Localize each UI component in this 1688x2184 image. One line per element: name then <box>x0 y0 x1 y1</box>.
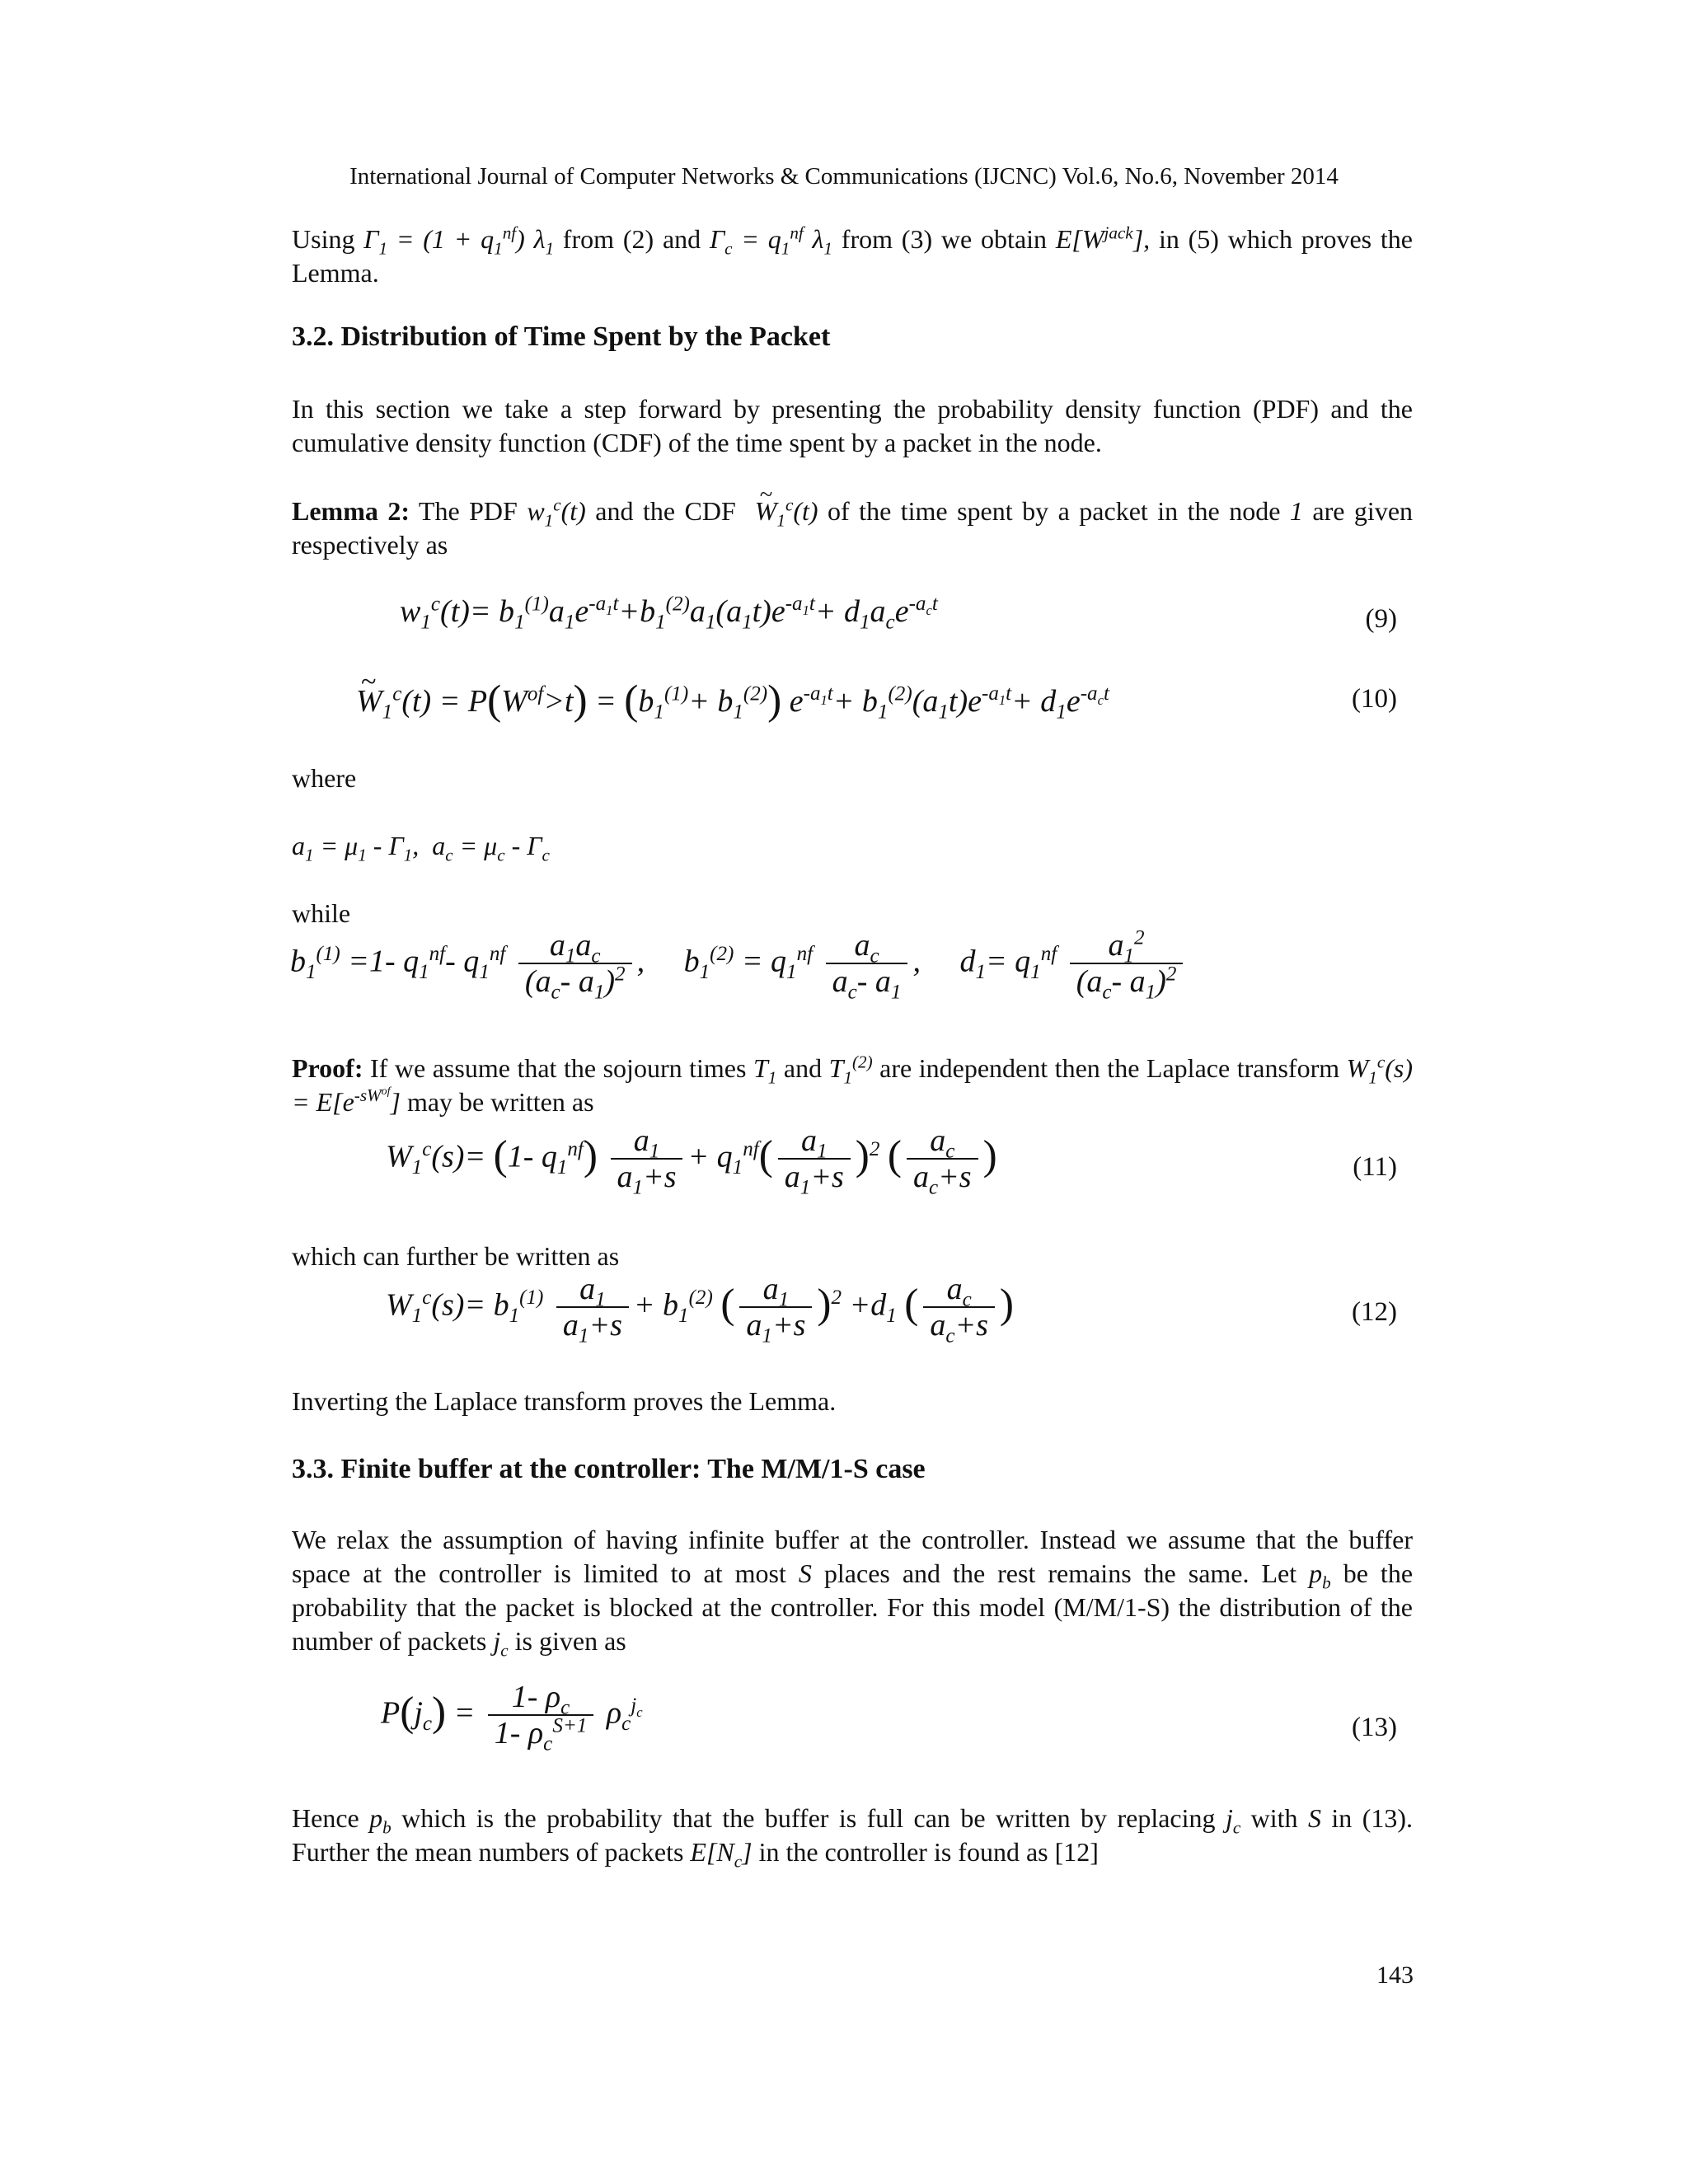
equation-number-13: (13) <box>1352 1713 1397 1742</box>
equation-11: $W_1^c(s)= (1-$ $q_1^{nf}$) $\frac{a_1}{a_1+s}$ + $q_1^{nf}$( $\frac{a_1}{a_1+s}$ )$^2$ ( $\frac{a_c}{a_c+s}$ ) <box>386 1123 997 1199</box>
equation-number-12: (12) <box>1352 1297 1397 1327</box>
section-heading-3-2: 3.2. Distribution of Time Spent by the Packet <box>292 321 831 352</box>
section-3-3-text: We relax the assumption of having infinite buffer at the controller. Instead we assume that the buffer space at the controller is limited to at most S places and the rest remains the same. Let $p_b$ be the probability that the packet is blocked at the controller. For this model (M/M/1-S) the distribution of the number of packets $j_c$ is given as <box>292 1525 1414 1661</box>
lemma-2-statement: Lemma 2: The PDF $w_1^c(t)$ and the CDF ~ $W_1^c(t)$ of the time spent by a packet in the node 1 are given respectively as <box>292 494 1413 562</box>
equation-number-9: (9) <box>1365 604 1397 634</box>
equation-10: ~ $W_1^c(t) = P(W^{of}>t) = (b_1^{(1)}+ b_1^{(2)})$ $e^{-a_1t}+ b_1^{(2)}(a_1t)e^{-a_1t}+ d_1e^{-a_ct}$ <box>356 676 1109 724</box>
where-label: where <box>292 763 357 793</box>
equation-9: $w_1^c(t)= b_1^{(1)}a_1e^{-a_1t}+b_1^{(2)}a_1(a_1t)e^{-a_1t}+ d_1a_ce^{-a_ct}$ <box>400 593 938 634</box>
a-definitions: $a_1 = \mu_1 - \Gamma_1$, $a_c = \mu_c - \Gamma_c$ <box>292 831 550 865</box>
section-3-2-text: In this section we take a step forward by presenting the probability density function (PDF) and the cumulative density function (CDF) of the time spent by a packet in the node. <box>292 394 1413 457</box>
inverting-text: Inverting the Laplace transform proves the Lemma. <box>292 1386 837 1416</box>
equation-13: $P(j_c)$ = $\frac{1- \rho_c}{1- \rho_c^{S+1}}$ $\rho_c^{j_c}$ <box>381 1680 643 1755</box>
while-label: while <box>292 898 351 928</box>
equation-number-10: (10) <box>1352 684 1397 714</box>
closing-paragraph: Hence $p_b$ which is the probability that the buffer is full can be written by replacing $j_c$ with S in (13). Further the mean numbers of packets $E[N_c]$ in the controller is found as [12] <box>292 1803 1414 1872</box>
equation-12: $W_1^c(s)= b_1^{(1)}$ $\frac{a_1}{a_1+s}$ + $b_1^{(2)}$ ( $\frac{a_1}{a_1+s}$ )$^2 +d_1$ ( $\frac{a_c}{a_c+s}$ ) <box>386 1272 1015 1347</box>
proof-paragraph: Proof: If we assume that the sojourn times $T_1$ and $T_1^{(2)}$ are independent then the Laplace transform $W_1^c(s) = E[e^{-sW^{of}}]$ may be written as <box>292 1052 1414 1117</box>
page-number: 143 <box>1376 1961 1414 1989</box>
journal-header: International Journal of Computer Networks & Communications (IJCNC) Vol.6, No.6, November 2014 <box>349 163 1339 190</box>
section-heading-3-3: 3.3. Finite buffer at the controller: The M/M/1-S case <box>292 1454 926 1484</box>
intro-paragraph: Using $\Gamma_1 = (1 + q_1^{nf})$ $\lambda_1$ from (2) and $\Gamma_c = q_1^{nf}$ $\lambda_1$ from (3) we obtain $E[W^{jack}]$, in (5) which proves the Lemma. <box>292 223 1414 288</box>
equation-number-11: (11) <box>1353 1152 1397 1182</box>
further-text: which can further be written as <box>292 1241 620 1271</box>
b-d-definitions: $b_1^{(1)} =1-$ $q_1^{nf}-$ $q_1^{nf}$ $\frac{a_1a_c}{(a_c- a_1)^2}$ , $b_1^{(2)} = q_1^{nf}$ $\frac{a_c}{a_c- a_1}$ , $d_1= q_1^{nf}$ $\frac{a_1^2}{(a_c- a_1)^2}$ <box>290 930 1188 999</box>
